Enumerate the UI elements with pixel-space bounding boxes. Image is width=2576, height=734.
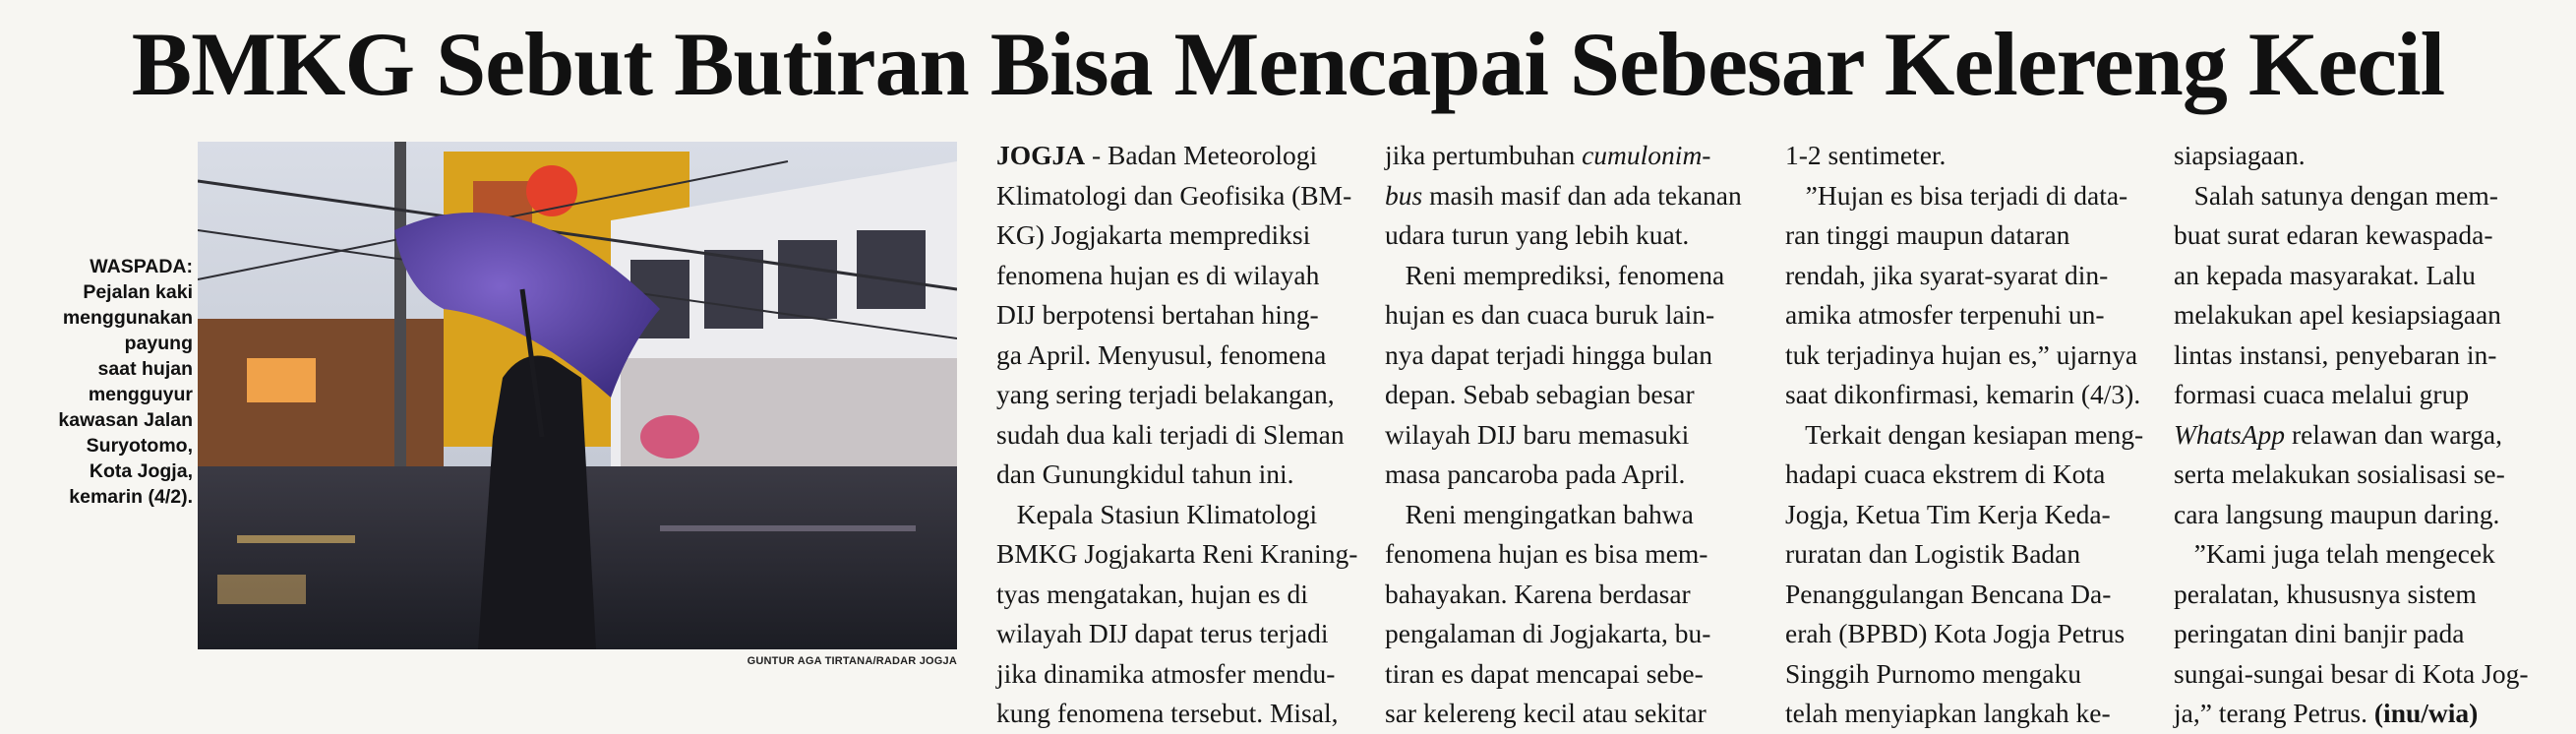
article-line: rendah, jika syarat-syarat din- [1785,259,2109,290]
caption-line: mengguyur [88,384,193,405]
article-line: erah (BPBD) Kota Jogja Petrus [1785,618,2126,648]
article-line: KG) Jogjakarta memprediksi [996,219,1311,250]
article-line: telah menyiapkan langkah ke- [1785,698,2111,728]
article-line: lintas instansi, penyebaran in- [2174,338,2497,370]
article-column-4 [2174,136,2557,734]
article-line: peringatan dini banjir pada [2174,618,2465,648]
article-line: saat dikonfirmasi, kemarin (4/3). [1785,379,2141,409]
article-line: ruratan dan Logistik Badan [1785,538,2081,569]
article-line: tyas mengatakan, hujan es di [996,578,1308,609]
caption-line: Pejalan kaki [83,281,193,303]
article-line: Klimatologi dan Geofisika (BM- [996,179,1352,211]
article-line: Kepala Stasiun Klimatologi [996,498,1318,529]
article-text: - Badan Meteorologi [1085,140,1318,170]
photo-caption [18,254,193,510]
article-line: wilayah DIJ dapat terus terjadi [996,618,1329,648]
article-line: BMKG Jogjakarta Reni Kraning- [996,538,1358,569]
article-line: wilayah DIJ baru memasuki [1385,418,1690,450]
article-line: ran tinggi maupun dataran [1785,219,2070,250]
article-line: bahayakan. Karena berdasar [1385,578,1691,609]
article-column-3 [1785,136,2159,734]
article-line: pengalaman di Jogjakarta, bu- [1385,618,1711,648]
byline: (inu/wia) [2373,698,2479,728]
article-text: ja,” terang Petrus. [2174,698,2374,728]
article-line: Reni memprediksi, fenomena [1385,259,1725,290]
article-line: sudah dua kali terjadi di Sleman [996,418,1345,450]
article-column-1 [996,136,1370,734]
article-line: Penanggulangan Bencana Da- [1785,578,2112,609]
article-italic: bus [1385,179,1423,211]
article-line: amika atmosfer terpenuhi un- [1785,299,2105,330]
article-line: formasi cuaca melalui grup [2174,379,2470,409]
article-line: jika dinamika atmosfer mendu- [996,657,1336,689]
photo-credit: GUNTUR AGA TIRTANA/RADAR JOGJA [747,655,957,667]
article-line: serta melakukan sosialisasi se- [2174,459,2505,489]
article-line: cara langsung maupun daring. [2174,498,2500,529]
article-line [2174,694,2557,734]
article-line: nya dapat terjadi hingga bulan [1385,338,1712,370]
article-italic: cumulonim- [1582,140,1711,170]
article-line: kung fenomena tersebut. Misal, [996,698,1339,728]
article-line: peralatan, khususnya sistem [2174,578,2477,609]
caption-line: menggunakan [62,307,193,329]
article-line: hujan es dan cuaca buruk lain- [1385,299,1715,330]
article-text: masih masif dan ada tekanan [1422,179,1742,211]
article-line: sungai-sungai besar di Kota Jog- [2174,657,2529,689]
article-line: melakukan apel kesiapsiagaan [2174,299,2501,330]
article-line [996,136,1370,176]
headline: BMKG Sebut Butiran Bisa Mencapai Sebesar Kelereng Kecil [131,14,2445,114]
caption-line: Kota Jogja, [89,460,193,482]
news-photo [198,142,957,649]
article-line: an kepada masyarakat. Lalu [2174,259,2476,290]
article-line: ”Kami juga telah mengecek [2174,538,2495,569]
article-text: relawan dan warga, [2285,418,2502,450]
article-line: udara turun yang lebih kuat. [1385,219,1690,250]
article-line: sar kelereng kecil atau sekitar [1385,698,1707,728]
article-line: Reni mengingatkan bahwa [1385,498,1694,529]
article-line: fenomena hujan es bisa mem- [1385,538,1708,569]
article-line: Singgih Purnomo mengaku [1785,657,2081,689]
article-line: DIJ berpotensi bertahan hing- [996,299,1319,330]
article-line [1385,176,1759,216]
caption-label: WASPADA: [90,256,193,277]
article-line: tuk terjadinya hujan es,” ujarnya [1785,338,2138,370]
article-line [2174,415,2557,456]
article-line: buat surat edaran kewaspada- [2174,219,2493,250]
dateline: JOGJA [996,140,1086,170]
article-line: siapsiagaan. [2174,140,2306,170]
article-line [1385,136,1759,176]
article-line: ga April. Menyusul, fenomena [996,338,1327,370]
caption-line: kemarin (4/2). [69,486,193,508]
caption-line: saat hujan [97,358,193,380]
article-line: 1-2 sentimeter. [1785,140,1947,170]
caption-line: payung [124,333,193,354]
article-line: hadapi cuaca ekstrem di Kota [1785,459,2106,489]
article-line: depan. Sebab sebagian besar [1385,379,1695,409]
article-line: Salah satunya dengan mem- [2174,179,2498,211]
article-line: masa pancaroba pada April. [1385,459,1686,489]
caption-line: Suryotomo, [86,435,193,457]
article-line: Jogja, Ketua Tim Kerja Keda- [1785,498,2111,529]
article-line: Terkait dengan kesiapan meng- [1785,418,2144,450]
article-text: jika pertumbuhan [1385,140,1583,170]
caption-line: kawasan Jalan [58,409,193,431]
article-line: dan Gunungkidul tahun ini. [996,459,1294,489]
article-line: fenomena hujan es di wilayah [996,259,1320,290]
article-line: yang sering terjadi belakangan, [996,379,1335,409]
article-line: tiran es dapat mencapai sebe- [1385,657,1704,689]
article-column-2 [1385,136,1759,734]
article-line: ”Hujan es bisa terjadi di data- [1785,179,2128,211]
article-italic: WhatsApp [2174,418,2286,450]
